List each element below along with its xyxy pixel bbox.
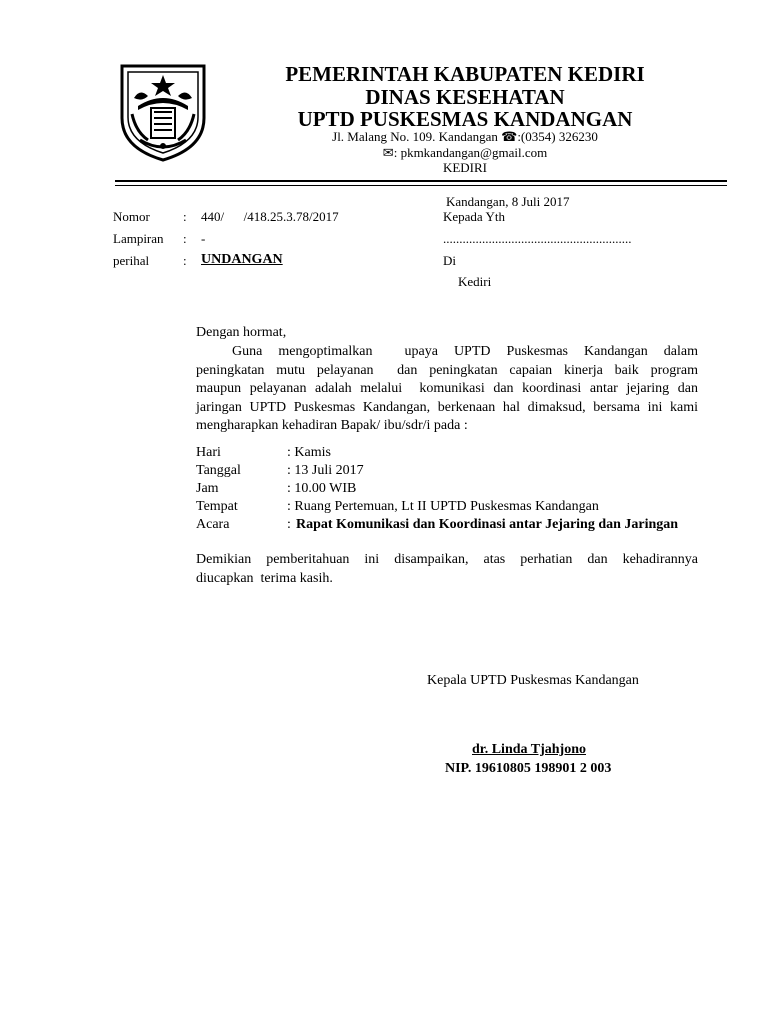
perihal-colon: : bbox=[183, 253, 187, 268]
letterhead-line-1: PEMERINTAH KABUPATEN KEDIRI bbox=[285, 62, 645, 86]
signature-title: Kepala UPTD Puskesmas Kandangan bbox=[427, 673, 639, 688]
paragraph-line: jaringan UPTD Puskesmas Kandangan, berkenaan hal dimaksud, bersama ini kami bbox=[196, 399, 698, 415]
detail-value-tempat: : Ruang Pertemuan, Lt II UPTD Puskesmas Kandangan bbox=[287, 499, 599, 514]
perihal-label: perihal bbox=[113, 253, 150, 268]
detail-label-acara: Acara bbox=[196, 517, 230, 532]
signer-name: dr. Linda Tjahjono bbox=[472, 742, 586, 757]
greeting: Dengan hormat, bbox=[196, 325, 287, 340]
phone-text: :(0354) 326230 bbox=[517, 129, 598, 144]
closing-paragraph bbox=[196, 551, 698, 588]
letterhead-email bbox=[195, 145, 735, 161]
envelope-icon: ✉ bbox=[382, 145, 394, 160]
paragraph-line: peningkatan mutu pelayanan dan peningkatan capaian kinerja baik program bbox=[196, 362, 698, 378]
nomor-value: 440/ /418.25.3.78/2017 bbox=[201, 209, 339, 224]
di-city: Kediri bbox=[458, 274, 492, 289]
lampiran-label: Lampiran bbox=[113, 231, 164, 246]
acara-colon: : bbox=[287, 517, 291, 532]
nomor-colon: : bbox=[183, 209, 187, 224]
lampiran-colon: : bbox=[183, 231, 187, 246]
paragraph-line: mengharapkan kehadiran Bapak/ ibu/sdr/i pada : bbox=[196, 418, 468, 433]
address-text: Jl. Malang No. 109. Kandangan bbox=[332, 129, 498, 144]
letterhead-address bbox=[195, 129, 735, 145]
detail-value-hari: : Kamis bbox=[287, 445, 331, 460]
letterhead-line-3: UPTD PUSKESMAS KANDANGAN bbox=[297, 107, 633, 131]
nomor-label: Nomor bbox=[113, 209, 150, 224]
kepada-yth: Kepada Yth bbox=[443, 209, 505, 224]
di-label: Di bbox=[443, 253, 456, 268]
email-text: : pkmkandangan@gmail.com bbox=[393, 145, 548, 160]
detail-label-tempat: Tempat bbox=[196, 499, 238, 514]
detail-value-jam: : 10.00 WIB bbox=[287, 481, 357, 496]
closing-line: diucapkan terima kasih. bbox=[196, 570, 333, 586]
letterhead-rule-thin bbox=[115, 185, 727, 186]
paragraph-line: Guna mengoptimalkan upaya UPTD Puskesmas Kandangan dalam bbox=[232, 344, 698, 359]
letterhead-rule-thick bbox=[115, 180, 727, 182]
detail-value-tanggal: : 13 Juli 2017 bbox=[287, 463, 364, 478]
letterhead-city: KEDIRI bbox=[442, 160, 488, 175]
detail-label-jam: Jam bbox=[196, 481, 219, 496]
lampiran-value: - bbox=[201, 231, 206, 246]
recipient-dots: .......................................................... bbox=[443, 231, 632, 246]
opening-paragraph bbox=[196, 343, 698, 436]
signer-nip: NIP. 19610805 198901 2 003 bbox=[445, 761, 612, 776]
letterhead-line-2: DINAS KESEHATAN bbox=[365, 85, 565, 109]
perihal-value: UNDANGAN bbox=[201, 252, 283, 267]
place-date: Kandangan, 8 Juli 2017 bbox=[446, 194, 570, 209]
detail-label-tanggal: Tanggal bbox=[196, 463, 241, 478]
paragraph-line: maupun pelayanan adalah melalui komunikasi dan koordinasi antar jejaring dan bbox=[196, 381, 698, 396]
phone-icon: ☎ bbox=[501, 129, 518, 144]
closing-line: Demikian pemberitahuan ini disampaikan, atas perhatian dan kehadirannya bbox=[196, 552, 698, 567]
acara-value: Rapat Komunikasi dan Koordinasi antar Jejaring dan Jaringan bbox=[296, 517, 679, 532]
detail-label-hari: Hari bbox=[196, 445, 221, 460]
